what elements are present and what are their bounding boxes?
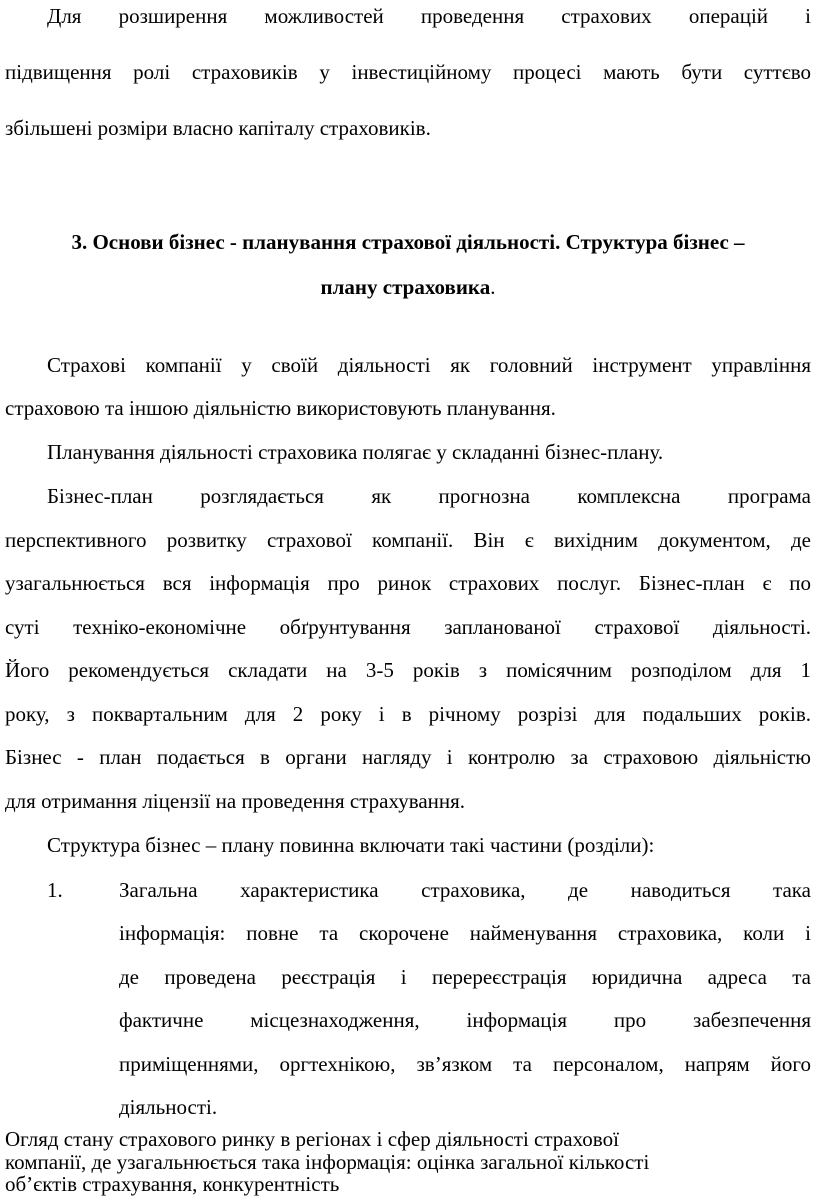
section-heading-title: плану страховика — [320, 275, 491, 299]
list-item-1-line-3: де проведена реєстрація і перереєстрація юридична адреса та — [119, 965, 811, 989]
list-item-1-line-1: Загальна характеристика страховика, де наводиться така — [119, 878, 811, 902]
intro-line-3: збільшені розміри власно капіталу страховиків. — [5, 116, 431, 140]
list-item-1-line-6: діяльності. — [119, 1095, 218, 1119]
intro-line-1: Для розширення можливостей проведення страхових операцій і — [47, 4, 811, 28]
trailing-line-2: компанії, де узагальнюється така інформація: оцінка загальної кількості — [5, 1150, 650, 1174]
body-p3-line-2: перспективного розвитку страхової компанії. Він є вихідним документом, де — [5, 528, 811, 552]
list-item-1-number: 1. — [47, 878, 63, 902]
body-p3-line-6: року, з поквартальним для 2 року і в річному розрізі для подальших років. — [5, 702, 811, 726]
intro-line-2: підвищення ролі страховиків у інвестиційному процесі мають бути суттєво — [5, 60, 811, 84]
body-p3-line-1: Бізнес-план розглядається як прогнозна комплексна програма — [47, 484, 811, 508]
body-p3-line-4: суті техніко-економічне обґрунтування запланованої страхової діяльності. — [5, 615, 811, 639]
section-heading-line-2 — [0, 277, 816, 298]
trailing-line-3: об’єктів страхування, конкурентність — [5, 1172, 340, 1196]
body-p3-line-5: Його рекомендується складати на 3-5 років з помісячним розподілом для 1 — [5, 658, 811, 682]
body-p2-line-1: Планування діяльності страховика полягає у складанні бізнес-плану. — [47, 440, 664, 464]
list-item-1-line-4: фактичне місцезнаходження, інформація про забезпечення — [119, 1008, 811, 1032]
body-p1-line-2: страховою та іншою діяльністю використовують планування. — [5, 396, 556, 420]
body-p1-line-1: Страхові компанії у своїй діяльності як головний інструмент управління — [47, 353, 811, 377]
list-item-1-line-5: приміщеннями, оргтехнікою, зв’язком та персоналом, напрям його — [119, 1052, 811, 1076]
body-p4-line-1: Структура бізнес – плану повинна включати такі частини (розділи): — [47, 833, 655, 857]
body-p3-line-7: Бізнес - план подається в органи нагляду і контролю за страховою діяльністю — [5, 745, 811, 769]
section-heading-period: . — [490, 275, 496, 299]
body-p3-line-3: узагальнюється вся інформація про ринок страхових послуг. Бізнес-план є по — [5, 571, 811, 595]
body-p3-line-8: для отримання ліцензії на проведення страхування. — [5, 789, 466, 813]
list-item-1-line-2: інформація: повне та скорочене найменування страховика, коли і — [119, 921, 811, 945]
trailing-line-1: Огляд стану страхового ринку в регіонах і сфер діяльності страхової — [5, 1127, 619, 1151]
section-heading-line-1: 3. Основи бізнес - планування страхової діяльності. Структура бізнес – — [71, 230, 745, 254]
